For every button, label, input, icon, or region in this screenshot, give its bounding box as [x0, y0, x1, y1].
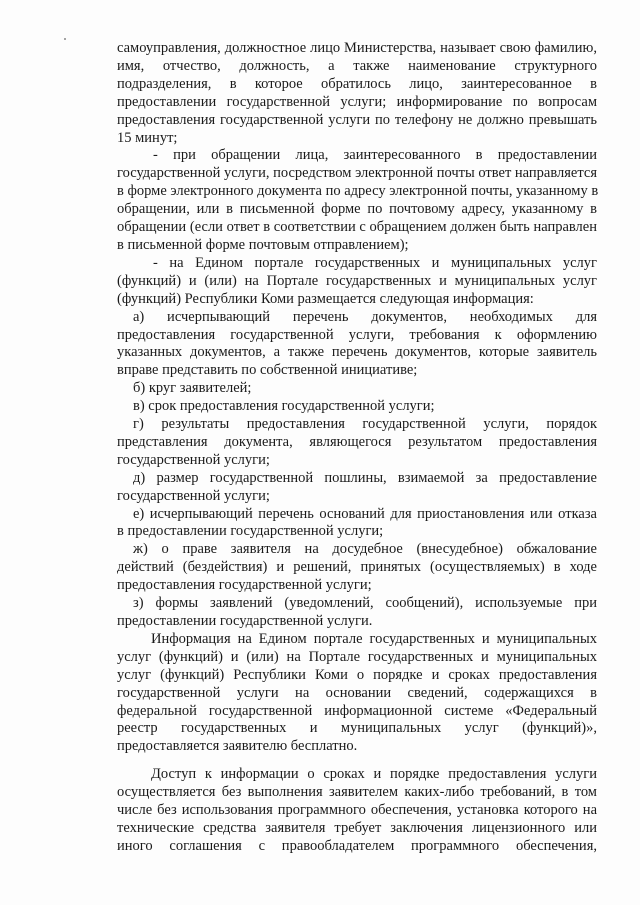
text-line: предоставлении государственной услуги.	[117, 613, 373, 629]
text-line: б) круг заявителей;	[133, 380, 252, 397]
text-line: Доступ к информации о сроках и порядке предоставления услуги	[151, 766, 597, 783]
text-line: предоставляется заявителю бесплатно.	[117, 738, 358, 755]
text-line: в письменной форме почтовым отправлением);	[117, 236, 409, 253]
text-line: числе без использования программного обеспечения, установка которого на	[117, 802, 597, 819]
text-line: предоставления государственной услуги по телефону не должно превышать	[117, 111, 597, 128]
text-line: государственной услуги;	[117, 487, 270, 504]
text-line: указанных документов, а также перечень документов, которые заявитель	[117, 344, 597, 361]
text-line: представления документа, являющегося результатом предоставления	[117, 433, 597, 450]
text-line: подразделения, в которое обратилось лицо, заинтересованное в	[117, 75, 597, 92]
text-line: федеральной государственной информационной системе «Федеральный	[117, 702, 597, 719]
text-line: имя, отчество, должность, а также наименование структурного	[117, 57, 597, 74]
text-line: обращении (если ответ в соответствии с обращением должен быть направлен	[117, 219, 597, 236]
scan-speck	[64, 38, 66, 40]
text-line: услуг (функций) Республики Коми о порядке и сроках предоставления	[117, 666, 597, 683]
text-line: е) исчерпывающий перечень оснований для приостановления или отказа	[133, 505, 597, 522]
document-body	[117, 40, 597, 856]
paragraph-gap	[117, 756, 597, 766]
text-line: обращении, или в письменной форме по почтовому адресу, указанному в	[117, 201, 597, 218]
text-line: г) результаты предоставления государственной услуги, порядок	[133, 416, 597, 433]
text-line: предоставлении государственной услуги; информирование по вопросам	[117, 93, 597, 110]
text-line: осуществляется без выполнения заявителем каких-либо требований, в том	[117, 784, 597, 801]
text-line: действий (бездействия) и решений, принятых (осуществляемых) в ходе	[117, 559, 597, 576]
text-line: а) исчерпывающий перечень документов, необходимых для	[133, 308, 597, 325]
text-line: реестр государственных и муниципальных услуг (функций)»,	[117, 720, 597, 737]
text-line: государственной услуги на основании сведений, содержащихся в	[117, 684, 597, 701]
text-line: Информация на Едином портале государственных и муниципальных	[151, 630, 597, 647]
text-line: предоставления государственной услуги, требования к оформлению	[117, 326, 597, 343]
text-line: услуг (функций) и (или) на Портале государственных и муниципальных	[117, 648, 597, 665]
text-line: ж) о праве заявителя на досудебное (внесудебное) обжалование	[133, 541, 597, 558]
text-line: д) размер государственной пошлины, взимаемой за предоставление	[133, 469, 597, 486]
text-line: технические средства заявителя требует заключения лицензионного или	[117, 819, 597, 836]
text-line: з) формы заявлений (уведомлений, сообщений), используемые при	[133, 595, 597, 612]
text-line: государственной услуги, посредством электронной почты ответ направляется	[117, 165, 597, 182]
text-line: вправе представить по собственной инициативе;	[117, 362, 418, 379]
text-line: иного соглашения с правообладателем программного обеспечения,	[117, 837, 597, 854]
text-line: государственной услуги;	[117, 451, 270, 468]
text-line: в форме электронного документа по адресу электронной почты, указанному в	[117, 183, 599, 200]
text-line: самоуправления, должностное лицо Министерства, называет свою фамилию,	[117, 40, 597, 56]
text-line: 15 минут;	[117, 129, 178, 146]
text-line: предоставления государственной услуги;	[117, 577, 372, 594]
text-line: - при обращении лица, заинтересованного в предоставлении	[153, 147, 597, 164]
text-line: (функций) и (или) на Портале государственных и муниципальных услуг	[117, 272, 597, 289]
text-line: в) срок предоставления государственной услуги;	[133, 398, 435, 415]
text-line: в предоставлении государственной услуги;	[117, 523, 384, 540]
text-line: (функций) Республики Коми размещается следующая информация:	[117, 290, 534, 307]
text-line: - на Едином портале государственных и муниципальных услуг	[153, 254, 597, 271]
